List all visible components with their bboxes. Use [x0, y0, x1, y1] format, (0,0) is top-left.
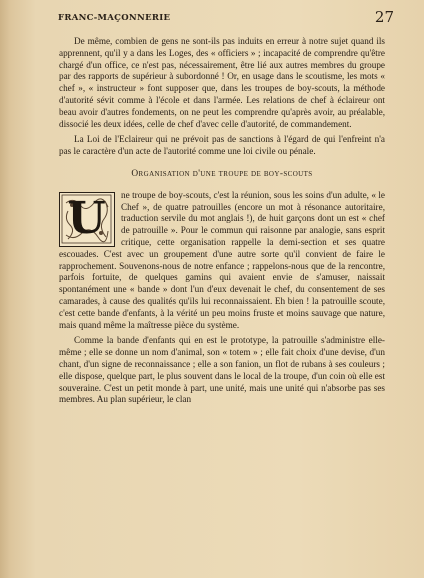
- page-header: [58, 8, 394, 31]
- page-body: [59, 36, 385, 406]
- running-head: FRANC-MAÇONNERIE: [58, 13, 171, 23]
- ornamental-initial: [59, 192, 115, 247]
- paragraph-1: De même, combien de gens ne sont-ils pas induits en erreur à notre sujet quand ils apprennent, qu'il y a dans les Loges, des « officiers » ; incapacité de comprendre qu'être chargé d'un office, ce n'est pas, nécessairement, être lié aux autres membres du groupe par des rapports de supérieur à subordonné ! Or, en usage dans le scoutisme, les mots « chef », « instructeur » font supposer que, dans les troupes de boy-scouts, la méthode d'autorité sévit comme à l'école et dans l'armée. Les relations de chef à éclaireur ont beau avoir d'autres fondements, on ne peut les comprendre qu'après avoir, au préalable, dissocié les deux idées, celle de chef d'avec celle d'autorité, de commandement.: [59, 36, 385, 129]
- section-heading: Organisation d'une troupe de boy-scouts: [131, 168, 313, 179]
- paragraph-4: Comme la bande d'enfants qui en est le prototype, la patrouille s'administre elle-même ; elle se donne un nom d'animal, son « totem » ; elle fait choix d'une devise, d'un chant, d'un signe de reconnaissance ; elle a son fanion, un flot de rubans à ses couleurs ; elle dispose, quelque part, le plus souvent dans le local de la troupe, d'un coin où elle est souveraine. C'est un petit monde à part, une unité, mais une unité qui n'absorbe pas ses membres. Au plan supérieur, le clan: [59, 335, 385, 405]
- paragraph-2: La Loi de l'Eclaireur qui ne prévoit pas de sanctions à l'égard de qui l'enfreint n'a pas le caractère d'un acte de l'autorité comme une loi civile ou pénale.: [59, 134, 385, 157]
- page-number: 27: [374, 8, 394, 26]
- paragraph-3: ne troupe de boy-scouts, c'est la réunion, sous les soins d'un adulte, « le Chef », de quatre patrouilles (encore un mot à résonance autoritaire, traduction servile du mot anglais !), de huit garçons dont un est « chef de patrouille ». Pour le commun qui raisonne par analogie, sans esprit critique, cette organisation rappelle la demi-section et ses quatre escouades. C'est avec un groupement d'une autre sorte qu'il convient de faire le rapprochement. Souvenons-nous de notre enfance ; rappelons-nous que de la rencontre, parfois fortuite, de quelques gamins qui avaient envie de s'amuser, naissait spontanément une « bande » dont l'un d'eux devenait le chef, du consentement de ses camarades, à cause des qualités qu'ils lui reconnaissaient. Eh bien ! la patrouille scoute, c'est cette bande d'enfants, à la vérité un peu moins fruste et moins sauvage que nature, mais quand même la maîtresse pièce du système.: [59, 189, 385, 330]
- dropcap-letter: U: [67, 192, 106, 244]
